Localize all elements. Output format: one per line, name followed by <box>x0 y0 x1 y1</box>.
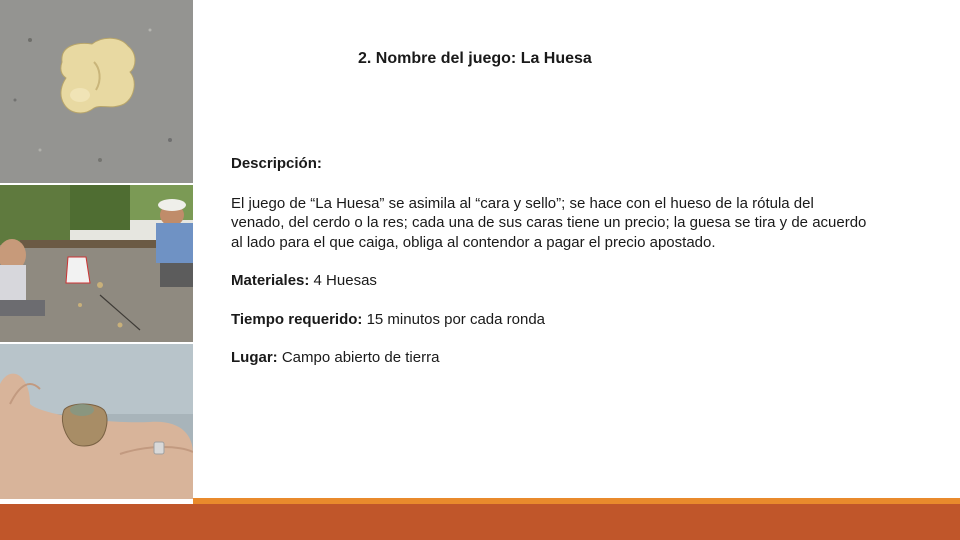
time-field <box>231 310 871 330</box>
materials-label: Materiales: <box>231 272 310 289</box>
time-label: Tiempo requerido: <box>231 310 363 328</box>
footer-bar <box>0 504 960 540</box>
place-field <box>231 348 871 368</box>
description-heading: Descripción: <box>231 155 322 172</box>
place-label: Lugar: <box>231 349 278 366</box>
materials-field <box>231 271 871 291</box>
place-value: Campo abierto de tierra <box>281 349 440 366</box>
time-value: 15 minutos por cada ronda <box>366 310 546 328</box>
slide-content <box>231 154 871 387</box>
slide-title: 2. Nombre del juego: La Huesa <box>358 50 592 67</box>
photo-huesa-in-hand <box>0 344 193 499</box>
materials-value: 4 Huesas <box>313 272 377 289</box>
photo-huesa-bone <box>0 0 193 183</box>
description-text: El juego de “La Huesa” se asimila al “cara y sello”; se hace con el hueso de la rótula del venado, del cerdo o la res; cada una de sus caras tiene un precio; la guesa se tira y de acuerdo al lado para el que caiga, obliga al contendor a pagar el precio apostado. <box>231 194 867 251</box>
photo-men-playing <box>0 185 193 342</box>
